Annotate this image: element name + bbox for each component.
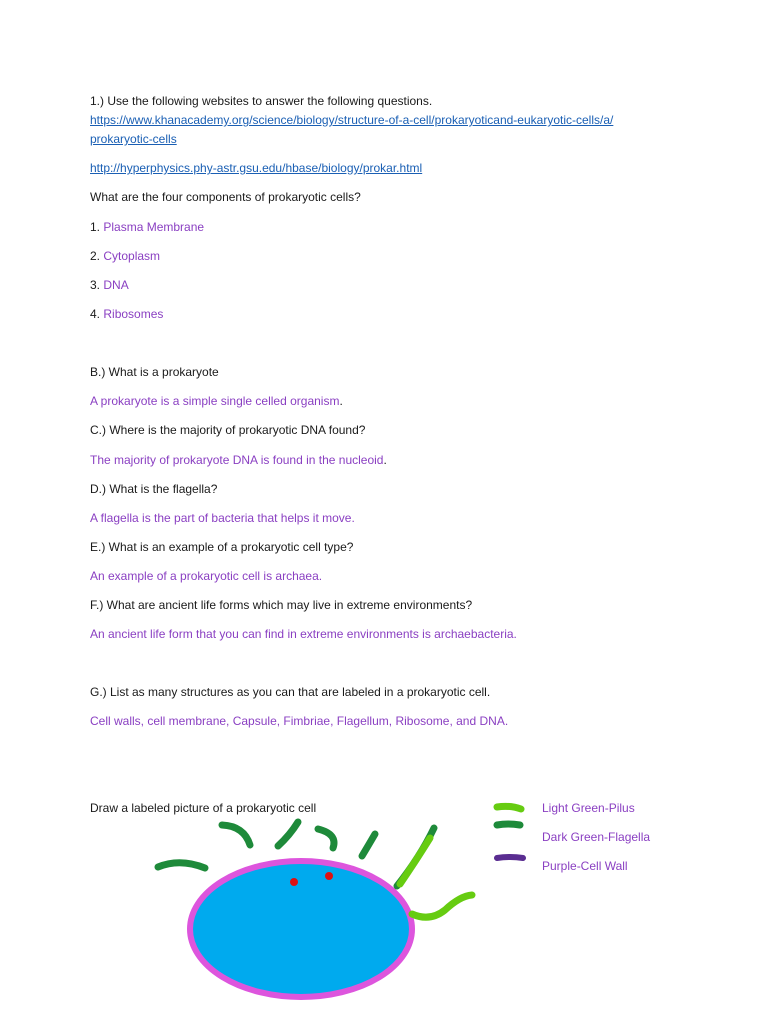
legend-swatch-flagella <box>497 824 520 825</box>
component-number: 1. <box>90 220 101 234</box>
component-answer: DNA <box>103 278 129 292</box>
component-number: 2. <box>90 249 101 263</box>
hyperphysics-link[interactable]: http://hyperphysics.phy-astr.gsu.edu/hbase/biology/prokar.html <box>90 161 423 175</box>
flagellum <box>362 834 375 856</box>
question-g: G.) List as many structures as you can that are labeled in a prokaryotic cell. <box>90 685 491 699</box>
answer-c: The majority of prokaryote DNA is found in the nucleoid. <box>90 453 387 467</box>
answer-d: A flagella is the part of bacteria that helps it move. <box>90 511 355 525</box>
answer-g: Cell walls, cell membrane, Capsule, Fimbriae, Flagellum, Ribosome, and DNA. <box>90 714 509 728</box>
ribosome-dot <box>325 872 333 880</box>
legend-swatch-pilus <box>497 806 521 809</box>
component-answer: Cytoplasm <box>103 249 161 263</box>
answer-e: An example of a prokaryotic cell is archaea. <box>90 569 323 583</box>
question-e: E.) What is an example of a prokaryotic cell type? <box>90 540 354 554</box>
cell-body <box>190 861 412 997</box>
question-d: D.) What is the flagella? <box>90 482 218 496</box>
khanacademy-link[interactable]: https://www.khanacademy.org/science/biology/structure-of-a-cell/prokaryoticand-eukaryotic-cells/a/ <box>90 113 614 127</box>
legend-swatch-cell-wall <box>497 857 523 858</box>
flagellum <box>278 822 298 846</box>
question-c: C.) Where is the majority of prokaryotic DNA found? <box>90 423 366 437</box>
draw-prompt: Draw a labeled picture of a prokaryotic cell <box>90 801 317 815</box>
question-b: B.) What is a prokaryote <box>90 365 219 379</box>
ribosome-dot <box>290 878 298 886</box>
component-number: 4. <box>90 307 101 321</box>
intro-text: 1.) Use the following websites to answer the following questions. <box>90 94 433 108</box>
question-f: F.) What are ancient life forms which may live in extreme environments? <box>90 598 473 612</box>
khanacademy-link-continued[interactable]: prokaryotic-cells <box>90 132 177 146</box>
answer-f: An ancient life form that you can find in extreme environments is archaebacteria. <box>90 627 517 641</box>
legend-label-pilus: Light Green-Pilus <box>542 801 635 815</box>
flagellum <box>318 829 334 848</box>
flagellum <box>158 863 205 868</box>
component-answer: Plasma Membrane <box>103 220 205 234</box>
legend-label-flagella: Dark Green-Flagella <box>542 830 651 844</box>
legend-label-cell-wall: Purple-Cell Wall <box>542 859 628 873</box>
pilus <box>412 895 472 917</box>
answer-b: A prokaryote is a simple single celled organism. <box>90 394 343 408</box>
component-answer: Ribosomes <box>103 307 164 321</box>
component-number: 3. <box>90 278 101 292</box>
pilus <box>400 838 430 884</box>
question-components: What are the four components of prokaryotic cells? <box>90 190 361 204</box>
flagellum <box>222 825 250 845</box>
